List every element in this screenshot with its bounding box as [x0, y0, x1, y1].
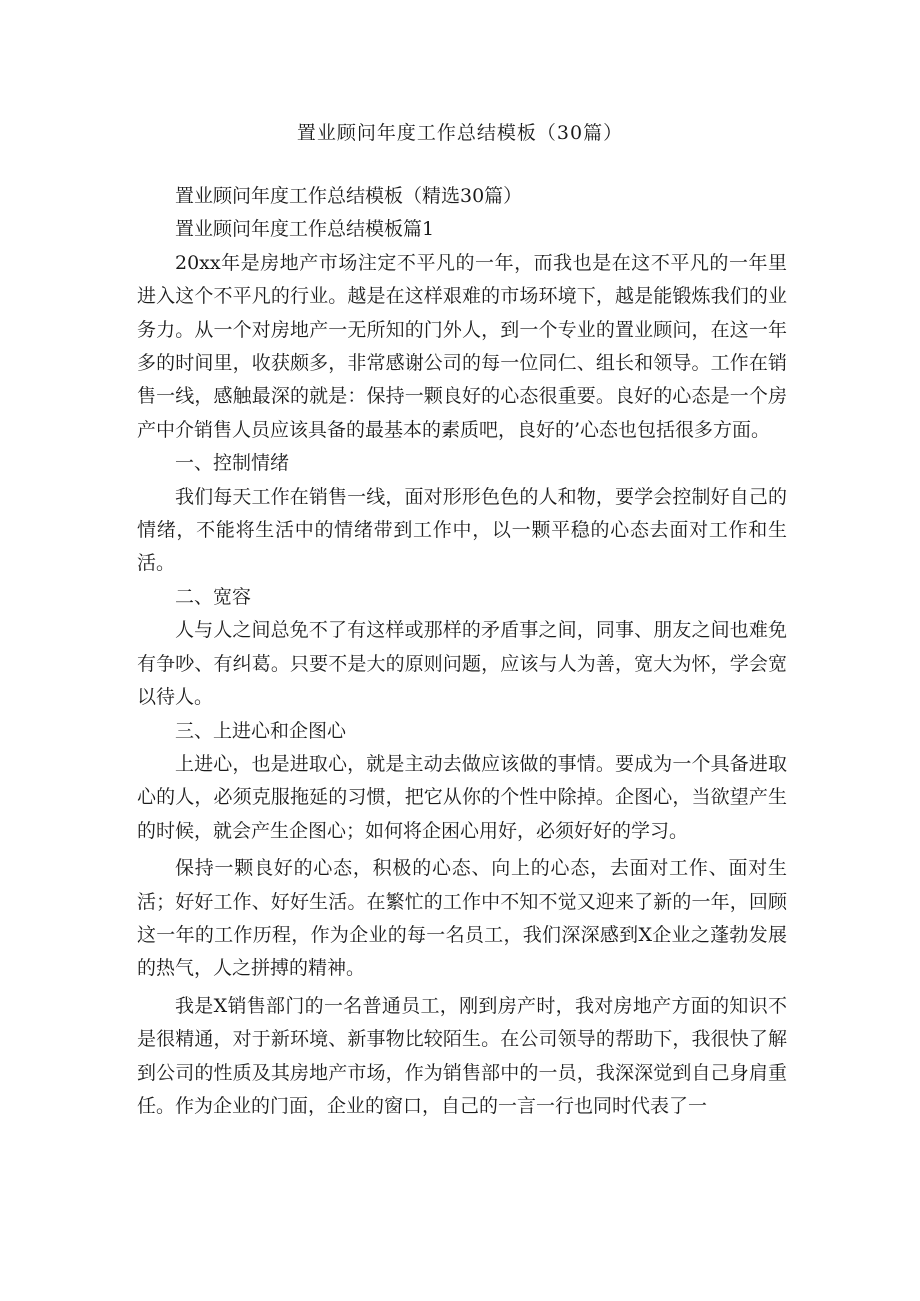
document-title: 置业顾问年度工作总结模板（30篇）: [296, 122, 624, 144]
subtitle: 置业顾问年度工作总结模板（精选30篇）: [175, 185, 523, 207]
section-title: 置业顾问年度工作总结模板篇1: [175, 218, 435, 241]
paragraph: 20xx年是房地产市场注定不平凡的一年，而我也是在这不平凡的一年里进入这个不平凡的行业。越是在这样艰难的市场环境下，越是能锻炼我们的业务力。从一个对房地产一无所知的门外人，到一个专业的置业顾问，在这一年多的时间里，收获颇多，非常感谢公司的每一位同仁、组长和领导。工作在销售一线，感触最深的就是：保持一颗良好的心态很重要。良好的心态是一个房产中介销售人员应该具备的最基本的素质吧，良好的’心态也包括很多方面。: [137, 251, 787, 441]
paragraph: 上进心，也是进取心，就是主动去做应该做的事情。要成为一个具备进取心的人，必须克服拖延的习惯，把它从你的个性中除掉。企图心，当欲望产生的时候，就会产生企图心；如何将企困心用好，必须好好的学习。: [137, 752, 787, 842]
paragraph: 人与人之间总免不了有这样或那样的矛盾事之间，同事、朋友之间也难免有争吵、有纠葛。只要不是大的原则问题，应该与人为善，宽大为怀，学会宽以待人。: [137, 619, 787, 709]
paragraph: 我是X销售部门的一名普通员工，刚到房产时，我对房地产方面的知识不是很精通，对于新环境、新事物比较陌生。在公司领导的帮助下，我很快了解到公司的性质及其房地产市场，作为销售部中的一员，我深深觉到自己身肩重任。作为企业的门面，企业的窗口，自己的一言一行也同时代表了一: [137, 994, 787, 1117]
section-heading: 一、控制情绪: [175, 452, 290, 475]
paragraph: 我们每天工作在销售一线，面对形形色色的人和物，要学会控制好自己的情绪，不能将生活中的情绪带到工作中，以一颗平稳的心态去面对工作和生活。: [137, 485, 787, 575]
section-heading: 二、宽容: [175, 585, 252, 608]
document-body: [137, 180, 787, 1123]
section-heading: 三、上进心和企图心: [175, 719, 347, 742]
paragraph: 保持一颗良好的心态，积极的心态、向上的心态，去面对工作、面对生活；好好工作、好好生活。在繁忙的工作中不知不觉又迎来了新的一年，回顾这一年的工作历程，作为企业的每一名员工，我们深深感到X企业之蓬勃发展的热气，人之拼搏的精神。: [137, 857, 787, 980]
